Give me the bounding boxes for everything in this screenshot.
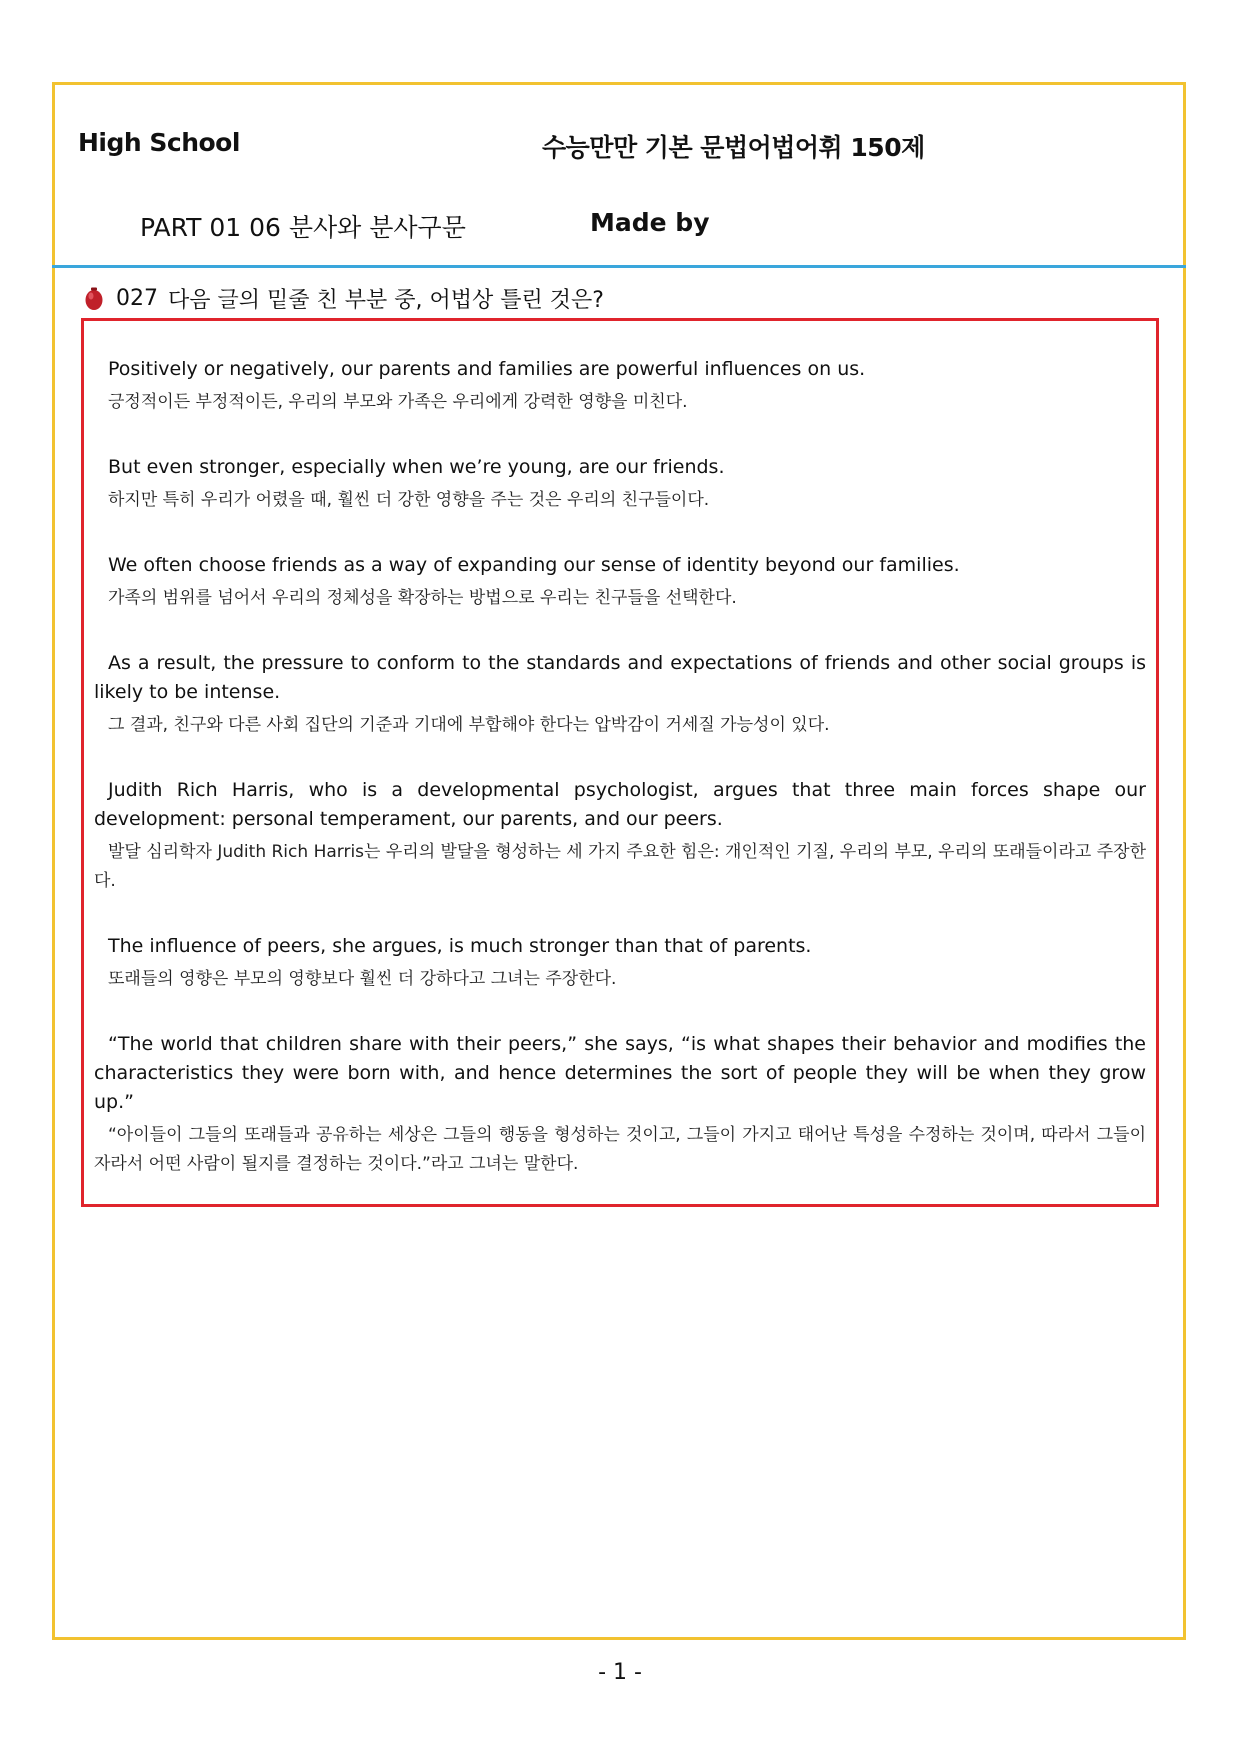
passage-sentence: [94, 453, 1146, 515]
question-prompt: 다음 글의 밑줄 친 부분 중, 어법상 틀린 것은?: [168, 288, 604, 313]
english-sentence: Positively or negatively, our parents and families are powerful influences on us.: [108, 358, 866, 380]
part-title: PART 01 06 분사와 분사구문: [140, 213, 466, 242]
korean-translation: 발달 심리학자 Judith Rich Harris는 우리의 발달을 형성하는 세 가지 주요한 힘은: 개인적인 기질, 우리의 부모, 우리의 또래들이라고 주장한다.: [94, 842, 1146, 891]
english-sentence: Judith Rich Harris, who is a developmental psychologist, argues that three main forces shape our development: personal temperament, our parents, and our peers.: [94, 779, 1146, 830]
passage-sentence: [94, 551, 1146, 613]
made-by-label: Made by: [590, 208, 710, 237]
korean-translation: 그 결과, 친구와 다른 사회 집단의 기준과 기대에 부합해야 한다는 압박감이 거세질 가능성이 있다.: [108, 715, 830, 735]
passage-sentence: [94, 932, 1146, 994]
english-sentence: The influence of peers, she argues, is much stronger than that of parents.: [108, 935, 812, 957]
korean-translation: 하지만 특히 우리가 어렸을 때, 훨씬 더 강한 영향을 주는 것은 우리의 친구들이다.: [108, 490, 710, 510]
english-sentence: As a result, the pressure to conform to the standards and expectations of friends and other social groups is likely to be intense.: [94, 652, 1146, 703]
school-level-label: High School: [78, 128, 240, 157]
korean-translation: 긍정적이든 부정적이든, 우리의 부모와 가족은 우리에게 강력한 영향을 미친다.: [108, 392, 688, 412]
english-sentence: “The world that children share with their peers,” she says, “is what shapes their behavior and modifies the characteristics they were born with, and hence determines the sort of people they will be when they grow up.”: [94, 1033, 1146, 1113]
passage-box: [81, 318, 1159, 1207]
passage-sentence: [94, 649, 1146, 740]
page-number: - 1 -: [598, 1660, 642, 1685]
korean-translation: 또래들의 영향은 부모의 영향보다 훨씬 더 강하다고 그녀는 주장한다.: [108, 969, 617, 989]
passage-sentence: [94, 355, 1146, 417]
korean-translation: 가족의 범위를 넘어서 우리의 정체성을 확장하는 방법으로 우리는 친구들을 선택한다.: [108, 588, 737, 608]
red-bead-icon: [84, 287, 104, 311]
header-divider: [52, 265, 1186, 268]
book-title: 수능만만 기본 문법어법어휘 150제: [542, 133, 925, 162]
question-heading: [84, 283, 604, 314]
passage-sentence: [94, 776, 1146, 896]
passage-sentence: [94, 1030, 1146, 1179]
english-sentence: But even stronger, especially when we’re young, are our friends.: [108, 456, 725, 478]
english-sentence: We often choose friends as a way of expanding our sense of identity beyond our families.: [108, 554, 960, 576]
question-number: 027: [116, 286, 158, 311]
korean-translation: “아이들이 그들의 또래들과 공유하는 세상은 그들의 행동을 형성하는 것이고, 그들이 가지고 태어난 특성을 수정하는 것이며, 따라서 그들이 자라서 어떤 사람이 될지를 결정하는 것이다.”라고 그녀는 말한다.: [94, 1125, 1146, 1174]
